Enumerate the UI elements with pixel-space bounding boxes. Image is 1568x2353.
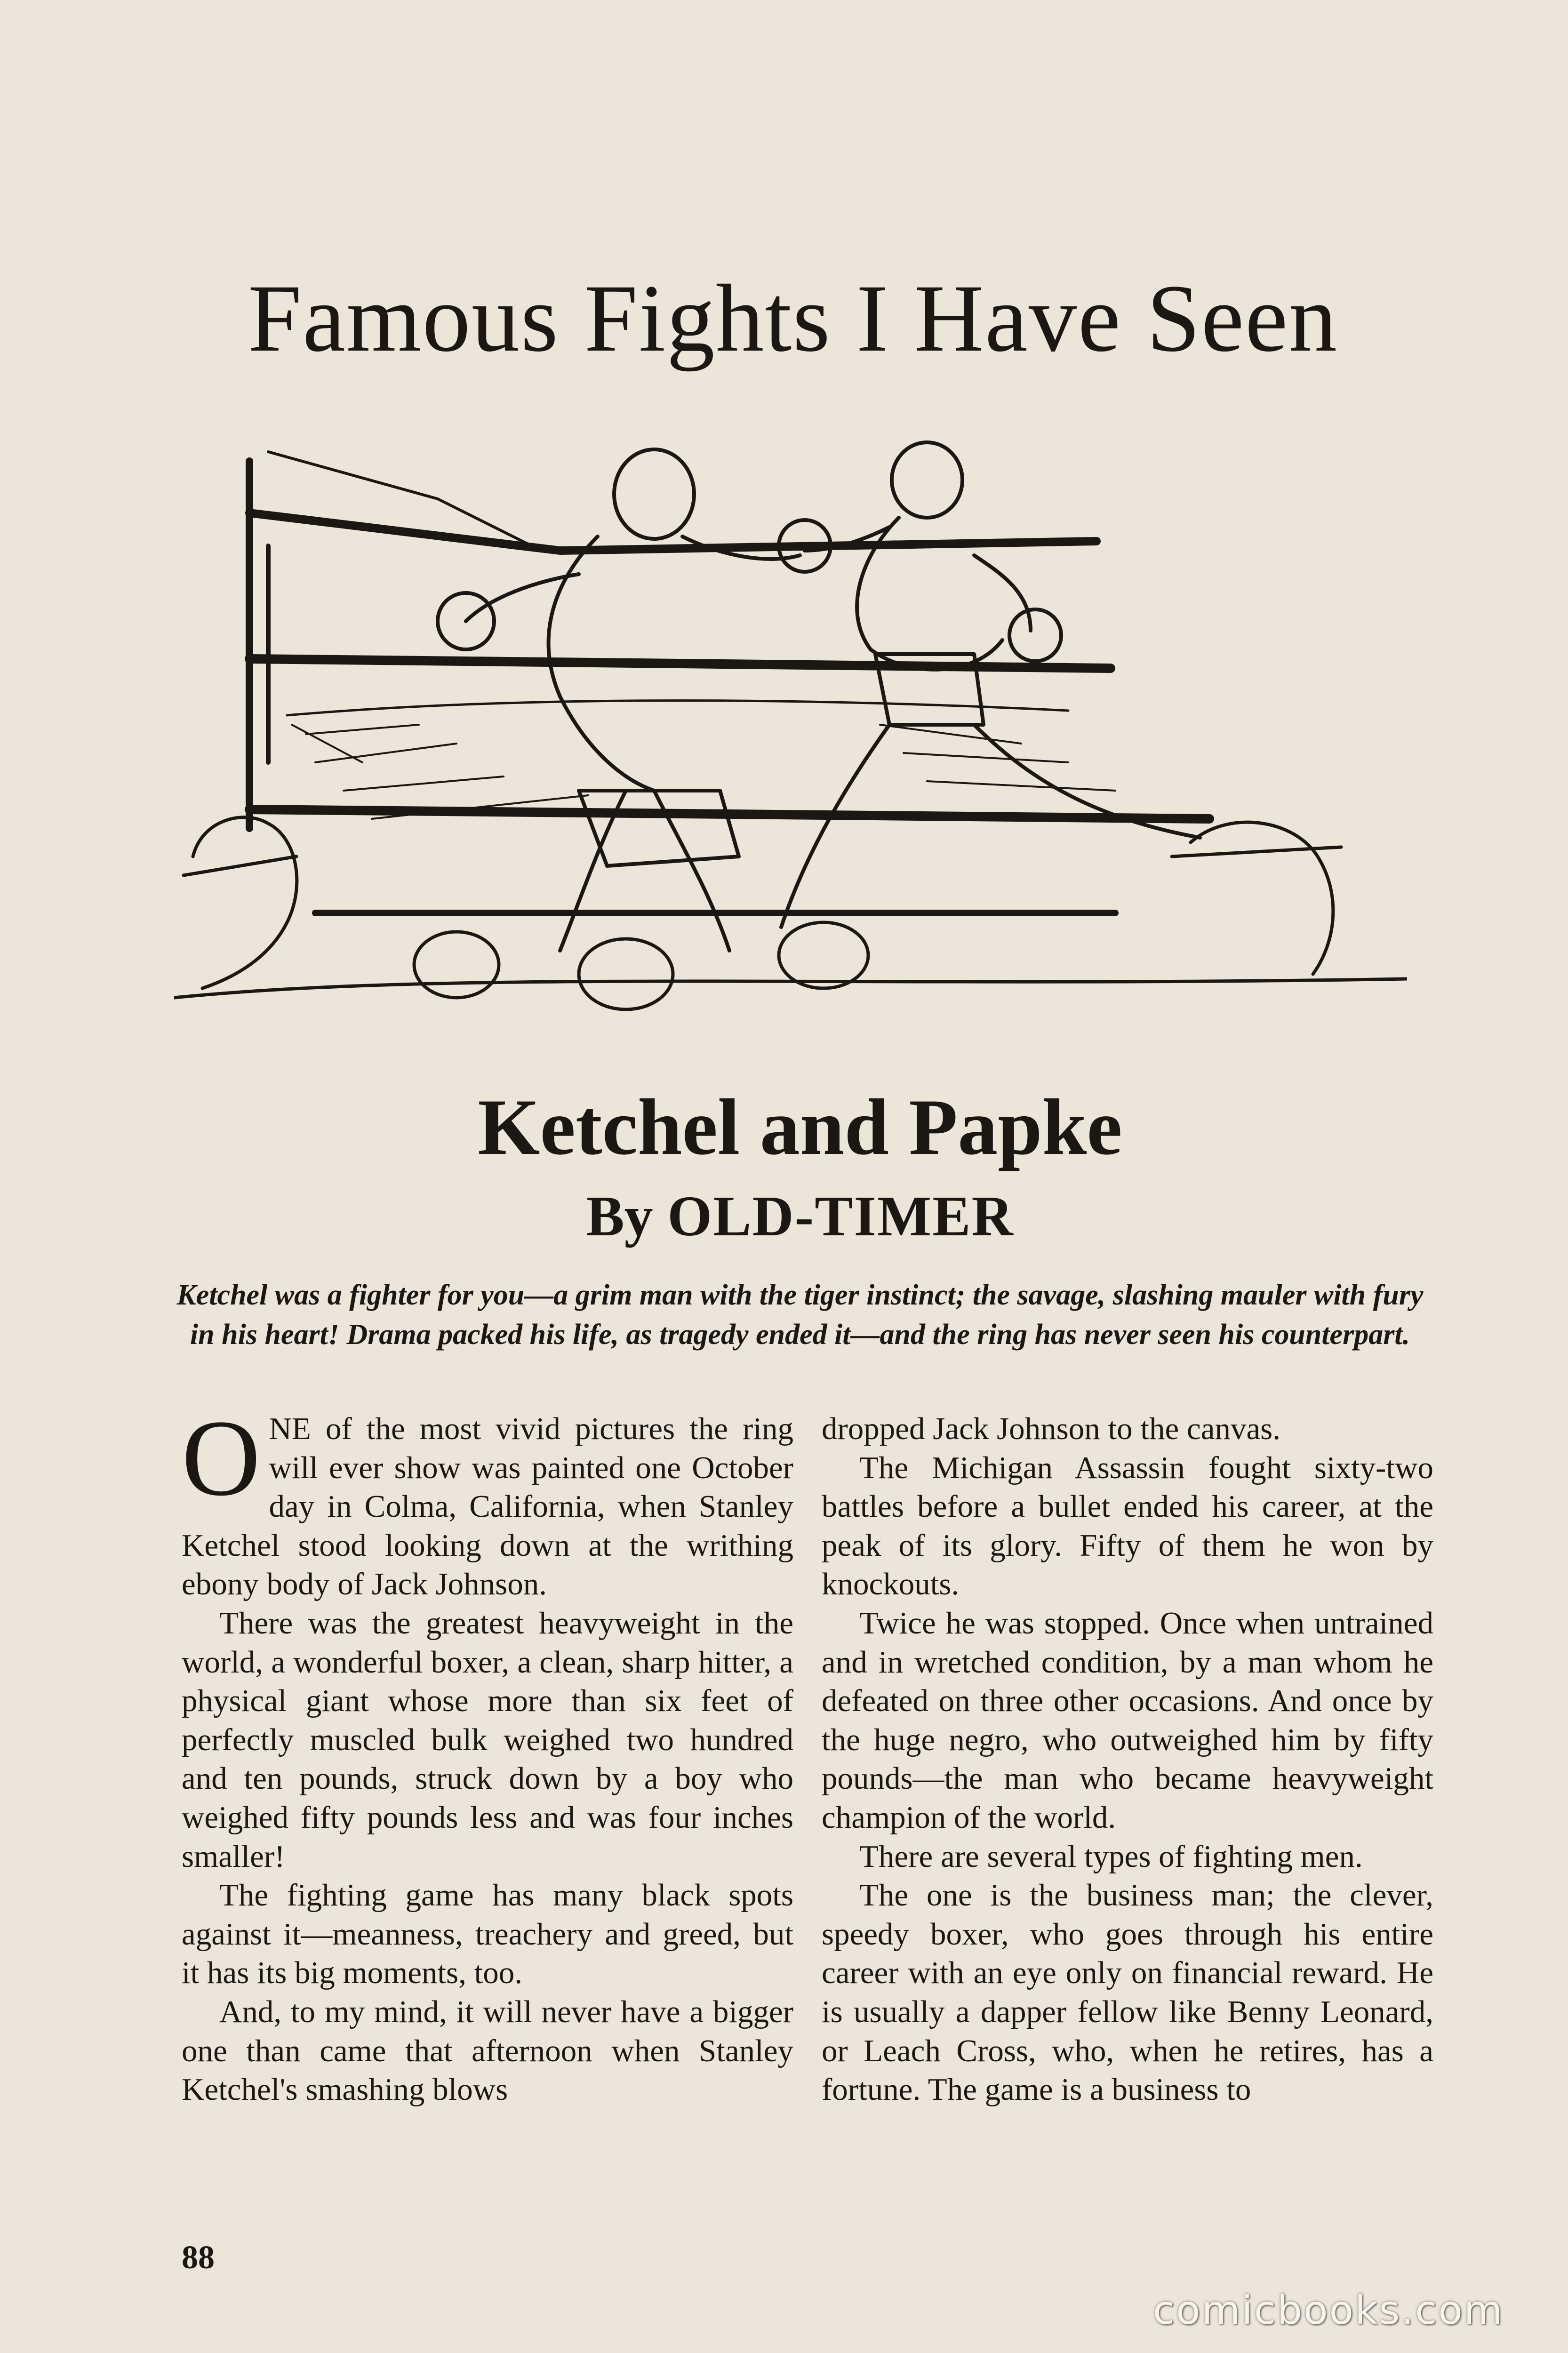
article-deck: Ketchel was a fighter for you—a grim man with the tiger instinct; the savage, slashing mauler with fury in his heart! Drama packed his life, as tragedy ended it—and the ring has never seen his counterpart.	[176, 1279, 1424, 1351]
byline-author: OLD-TIMER	[667, 1185, 1014, 1248]
paragraph-2: There was the greatest heavyweight in the world, a wonderful boxer, a clean, sharp hitter, a physical giant whose more than six feet of perfectly muscled bulk weighed two hundred and ten pounds, struck down by a boy who weighed fifty pounds less and was four inches smaller!	[182, 1605, 793, 1874]
paragraph-7: Twice he was stopped. Once when untrained and in wretched condition, by a man whom he defeated on three other occasions. And once by the huge negro, who outweighed him by fifty pounds—the man who became heavyweight champion of the world.	[822, 1605, 1433, 1835]
boxing-ring-illustration	[174, 433, 1407, 1059]
page-number: 88	[182, 2240, 215, 2276]
drop-cap: O	[182, 1398, 261, 1519]
site-watermark: comicbooks.com	[1153, 2287, 1504, 2333]
left-column	[182, 1398, 793, 2109]
byline	[141, 1184, 1459, 1249]
paragraph-4: And, to my mind, it will never have a bigger one than came that afternoon when Stanley Ketchel's smashing blows	[182, 1994, 793, 2107]
paragraph-9: The one is the business man; the clever, speedy boxer, who goes through his entire career with an eye only on financial reward. He is usually a dapper fellow like Benny Leonard, or Leach Cross, who, when he retires, has a fortune. The game is a business to	[822, 1878, 1433, 2107]
paragraph-3: The fighting game has many black spots against it—meanness, treachery and greed, but it has its big moments, too.	[182, 1878, 793, 1991]
paragraph-8: There are several types of fighting men.	[859, 1839, 1363, 1874]
byline-prefix: By	[586, 1185, 653, 1248]
article-title: Famous Fights I Have Seen	[248, 265, 1338, 372]
article-subtitle: Ketchel and Papke	[478, 1083, 1122, 1171]
right-column	[822, 1409, 1433, 2109]
paragraph-1	[182, 1398, 793, 1604]
paragraph-5: dropped Jack Johnson to the canvas.	[822, 1411, 1281, 1446]
paragraph-1-text: NE of the most vivid pictures the ring will ever show was painted one October day in Colma, California, when Stanley Ketchel stood looking down at the writhing ebony body of Jack Johnson.	[182, 1411, 793, 1602]
paragraph-6: The Michigan Assassin fought sixty-two battles before a bullet ended his career, at the peak of its glory. Fifty of them he won by knockouts.	[822, 1450, 1433, 1602]
